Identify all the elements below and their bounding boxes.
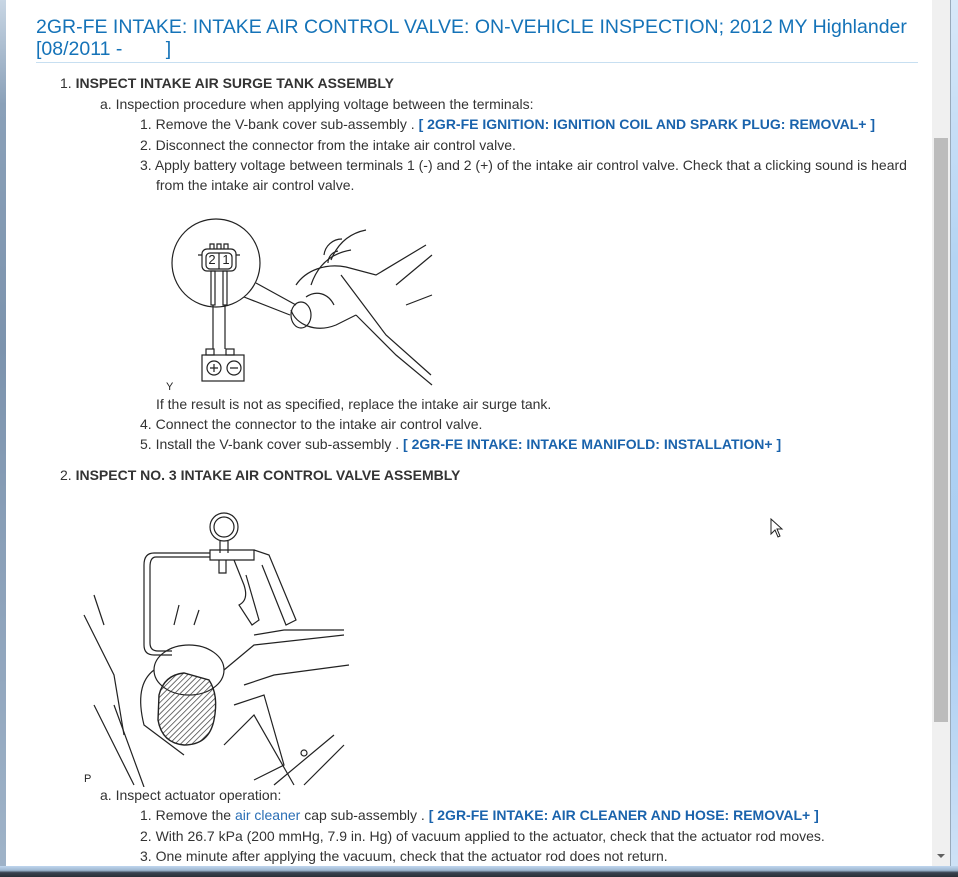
window-frame-bottom [0, 866, 958, 877]
document-content [6, 0, 932, 866]
section1-step-1: 1. Remove the V-bank cover sub-assembly . [ 2GR-FE IGNITION: IGNITION COIL AND SPARK PLUG: REMOVAL+ ] [140, 116, 876, 132]
section2-step-1: 1. Remove the air cleaner cap sub-assembly . [ 2GR-FE INTAKE: AIR CLEANER AND HOSE: REMOVAL+ ] [140, 807, 819, 823]
terminal-1-label: 1 [222, 252, 230, 267]
section1-step-4: 4. Connect the connector to the intake air control valve. [140, 416, 483, 432]
section2-step-3: 3. One minute after applying the vacuum, check that the actuator rod does not return. [140, 848, 668, 864]
scrollbar-thumb[interactable] [934, 138, 948, 722]
section2-sub-a: a. Inspect actuator operation: [100, 787, 282, 803]
actuator-hatched-area [158, 673, 216, 745]
connector-diagram-figure [156, 215, 446, 395]
result-note: If the result is not as specified, replace the intake air surge tank. [156, 396, 552, 412]
section1-heading: 1. INSPECT INTAKE AIR SURGE TANK ASSEMBLY [60, 75, 394, 91]
link-intake-manifold-installation[interactable]: [ 2GR-FE INTAKE: INTAKE MANIFOLD: INSTALLATION+ ] [403, 436, 782, 452]
vertical-scrollbar[interactable] [932, 0, 950, 866]
terminal-2-label: 2 [208, 252, 216, 267]
link-air-cleaner[interactable]: air cleaner [234, 807, 301, 823]
window-frame-right [950, 0, 958, 872]
page-title [36, 16, 918, 63]
link-air-cleaner-hose-removal[interactable]: [ 2GR-FE INTAKE: AIR CLEANER AND HOSE: REMOVAL+ ] [428, 807, 819, 823]
section1-step-2: 2. Disconnect the connector from the intake air control valve. [140, 137, 516, 153]
section2-step-2: 2. With 26.7 kPa (200 mmHg, 7.9 in. Hg) of vacuum applied to the actuator, check that the actuator rod moves. [140, 828, 825, 844]
scroll-down-arrow-icon[interactable] [932, 848, 950, 864]
section1-sub-a: a. Inspection procedure when applying voltage between the terminals: [100, 96, 534, 112]
mouse-cursor-icon [770, 518, 784, 538]
page-title-line1: 2GR-FE INTAKE: INTAKE AIR CONTROL VALVE: ON-VEHICLE INSPECTION; 2012 MY Highlander [36, 16, 907, 38]
figure-label-y: Y [166, 381, 174, 393]
figure-label-p: P [84, 773, 92, 785]
vacuum-pump-diagram-figure [74, 505, 354, 787]
section1-step-5: 5. Install the V-bank cover sub-assembly . [ 2GR-FE INTAKE: INTAKE MANIFOLD: INSTALLATION+ ] [140, 436, 782, 452]
link-ignition-coil-removal[interactable]: [ 2GR-FE IGNITION: IGNITION COIL AND SPARK PLUG: REMOVAL+ ] [418, 116, 876, 132]
section1-step-3: 3. Apply battery voltage between terminals 1 (-) and 2 (+) of the intake air control valve. Check that a clicking sound is heard [140, 157, 907, 173]
section2-heading: 2. INSPECT NO. 3 INTAKE AIR CONTROL VALVE ASSEMBLY [60, 467, 461, 483]
page-title-line2: [08/2011 - ] [36, 38, 172, 60]
zoom-callout-circle [172, 219, 260, 307]
section1-step-3-cont: from the intake air control valve. [156, 177, 355, 193]
